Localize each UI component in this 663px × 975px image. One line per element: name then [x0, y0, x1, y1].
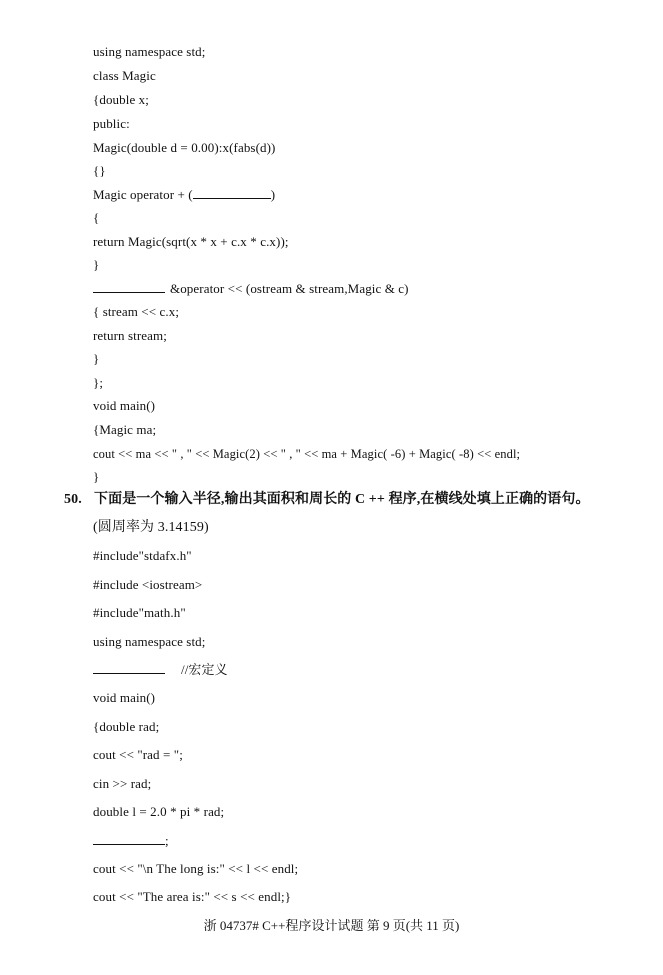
code-line: {double rad; [93, 719, 160, 734]
code-line: cout << "rad = "; [93, 747, 183, 762]
code-line-with-blank [93, 187, 275, 203]
question-note: (圆周率为 3.14159) [93, 520, 209, 535]
code-line: cout << "\n The long is:" << l << endl; [93, 861, 299, 876]
code-line: using namespace std; [93, 634, 206, 649]
code-line: #include <iostream> [93, 577, 203, 592]
code-line: void main() [93, 690, 156, 705]
code-line: public: [93, 116, 130, 131]
code-text: Magic operator + ( [93, 187, 193, 202]
code-line: } [93, 257, 100, 272]
code-text: &operator << (ostream & stream,Magic & c) [170, 281, 409, 296]
code-line: {} [93, 163, 106, 178]
code-line: }; [93, 375, 104, 390]
code-line: #include"math.h" [93, 605, 186, 620]
code-line: } [93, 469, 100, 484]
code-line: class Magic [93, 68, 156, 83]
code-line: cout << "The area is:" << s << endl;} [93, 889, 292, 904]
code-line: return stream; [93, 328, 167, 343]
page-footer: 浙 04737# C++程序设计试题 第 9 页(共 11 页) [203, 918, 460, 933]
answer-blank[interactable] [193, 188, 271, 199]
code-text: ; [165, 833, 169, 848]
question-number: 50. [64, 492, 82, 507]
code-line: } [93, 351, 100, 366]
question-prompt: 下面是一个输入半径,输出其面积和周长的 C ++ 程序,在横线处填上正确的语句。 [94, 492, 590, 507]
code-line: Magic(double d = 0.00):x(fabs(d)) [93, 140, 276, 155]
code-line: {Magic ma; [93, 422, 157, 437]
code-line: double l = 2.0 * pi * rad; [93, 804, 225, 819]
question-text [64, 492, 590, 508]
code-line: using namespace std; [93, 44, 206, 59]
code-line-with-blank [93, 833, 169, 849]
answer-blank[interactable] [93, 663, 165, 674]
code-line: {double x; [93, 92, 149, 107]
code-line: return Magic(sqrt(x * x + c.x * c.x)); [93, 234, 289, 249]
answer-blank[interactable] [93, 282, 165, 293]
code-line: { stream << c.x; [93, 304, 180, 319]
code-line: { [93, 210, 100, 225]
code-line: cin >> rad; [93, 776, 152, 791]
code-comment: //宏定义 [181, 662, 228, 677]
code-line: #include"stdafx.h" [93, 548, 192, 563]
answer-blank[interactable] [93, 834, 165, 845]
code-line-with-blank [93, 281, 409, 297]
code-line: cout << ma << " , " << Magic(2) << " , " << ma + Magic( -6) + Magic( -8) << endl; [93, 447, 521, 461]
code-text: ) [270, 187, 276, 202]
code-line-with-blank [93, 662, 228, 678]
code-line: void main() [93, 398, 156, 413]
